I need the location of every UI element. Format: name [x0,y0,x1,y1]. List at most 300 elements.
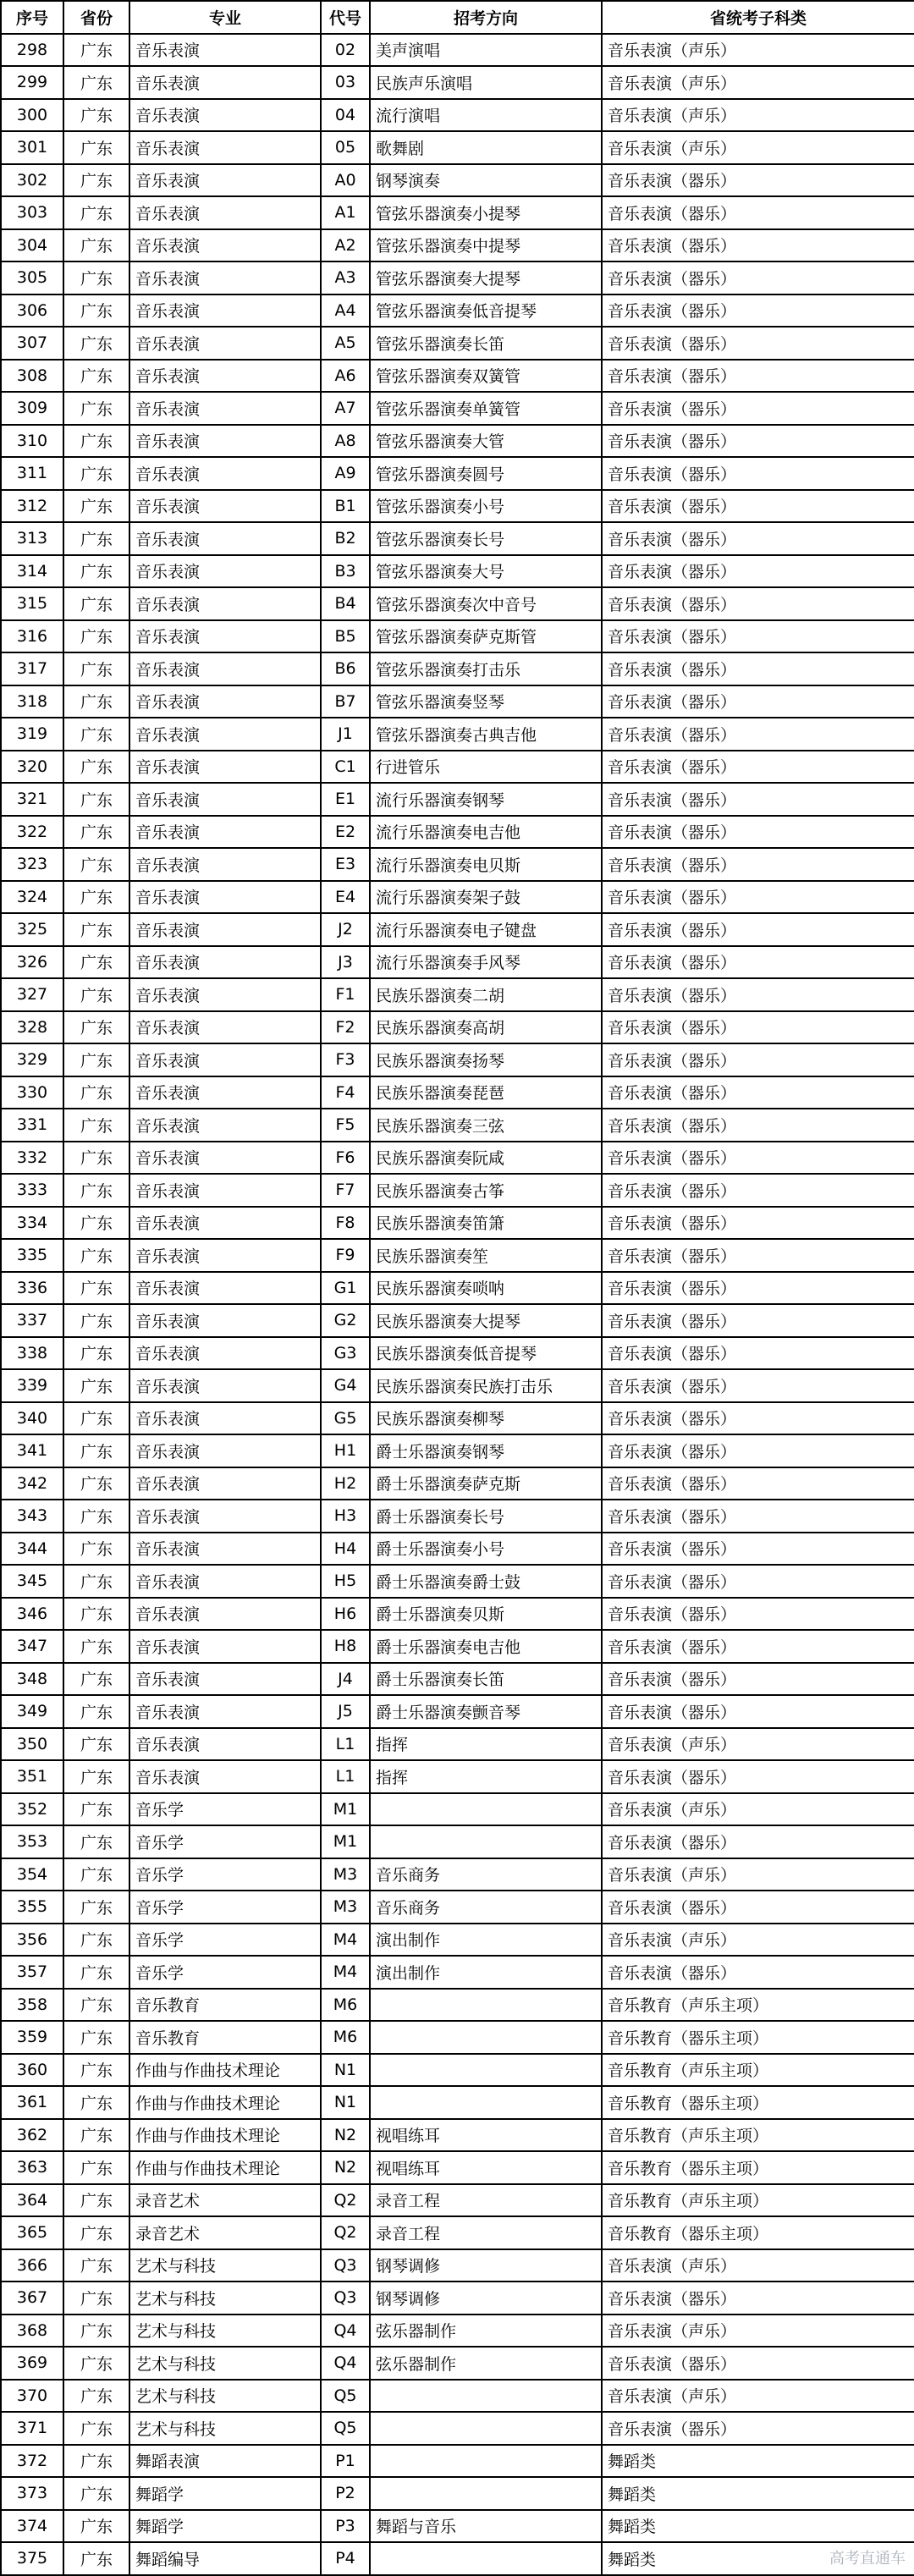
cell-code: B5 [321,620,370,653]
cell-direction: 民族乐器演奏低音提琴 [370,1337,602,1370]
cell-subcategory: 音乐表演（器乐） [602,425,914,458]
cell-seq: 323 [1,848,63,881]
cell-code: M1 [321,1825,370,1858]
cell-province: 广东 [63,360,129,393]
cell-direction: 音乐商务 [370,1858,602,1891]
table-row [1,1142,914,1175]
cell-subcategory: 音乐表演（器乐） [602,685,914,718]
cell-province: 广东 [63,99,129,132]
cell-code: A6 [321,360,370,393]
cell-major: 音乐表演 [129,1630,321,1663]
cell-seq: 339 [1,1369,63,1402]
cell-code: 03 [321,66,370,99]
table-row [1,946,914,979]
cell-subcategory: 音乐表演（器乐） [602,1695,914,1728]
cell-code: 02 [321,34,370,67]
cell-major: 音乐教育 [129,2021,321,2054]
cell-direction: 民族乐器演奏古筝 [370,1174,602,1207]
cell-code: M3 [321,1891,370,1924]
table-row [1,718,914,751]
cell-province: 广东 [63,978,129,1011]
cell-code: H2 [321,1467,370,1500]
cell-subcategory: 音乐表演（器乐） [602,392,914,425]
cell-code: E4 [321,881,370,914]
cell-seq: 374 [1,2510,63,2543]
table-row [1,816,914,849]
table-row [1,1239,914,1272]
cell-major: 音乐表演 [129,164,321,197]
cell-code: P4 [321,2542,370,2575]
cell-direction: 舞蹈与音乐 [370,2510,602,2543]
cell-subcategory: 音乐教育（器乐主项） [602,2151,914,2184]
table-row [1,783,914,816]
cell-major: 作曲与作曲技术理论 [129,2054,321,2087]
cell-major: 音乐表演 [129,360,321,393]
cell-subcategory: 音乐表演（器乐） [602,1076,914,1109]
cell-code: B2 [321,522,370,555]
cell-code: E1 [321,783,370,816]
cell-major: 音乐表演 [129,1174,321,1207]
cell-subcategory: 音乐表演（器乐） [602,1434,914,1467]
cell-code: M3 [321,1858,370,1891]
cell-subcategory: 音乐表演（器乐） [602,913,914,946]
cell-province: 广东 [63,164,129,197]
cell-major: 作曲与作曲技术理论 [129,2119,321,2152]
cell-major: 音乐表演 [129,1142,321,1175]
cell-direction: 民族乐器演奏笛箫 [370,1207,602,1240]
cell-province: 广东 [63,522,129,555]
cell-code: A8 [321,425,370,458]
cell-seq: 335 [1,1239,63,1272]
cell-seq: 322 [1,816,63,849]
cell-direction: 流行乐器演奏钢琴 [370,783,602,816]
cell-province: 广东 [63,425,129,458]
cell-seq: 355 [1,1891,63,1924]
table-row [1,66,914,99]
cell-seq: 348 [1,1663,63,1696]
cell-subcategory: 音乐表演（器乐） [602,1598,914,1631]
cell-major: 音乐学 [129,1858,321,1891]
cell-seq: 363 [1,2151,63,2184]
cell-code: B4 [321,587,370,620]
table-row [1,1304,914,1337]
cell-seq: 313 [1,522,63,555]
cell-direction: 爵士乐器演奏爵士鼓 [370,1565,602,1598]
cell-major: 音乐表演 [129,490,321,523]
cell-seq: 351 [1,1760,63,1793]
cell-province: 广东 [63,2510,129,2543]
cell-subcategory: 音乐表演（声乐） [602,131,914,164]
cell-major: 音乐表演 [129,620,321,653]
cell-seq: 368 [1,2315,63,2348]
table-row [1,99,914,132]
table-row [1,978,914,1011]
cell-province: 广东 [63,1533,129,1566]
cell-code: G2 [321,1304,370,1337]
table-row [1,2021,914,2054]
cell-seq: 354 [1,1858,63,1891]
cell-code: H6 [321,1598,370,1631]
cell-major: 音乐表演 [129,946,321,979]
cell-code: G3 [321,1337,370,1370]
cell-major: 音乐表演 [129,1109,321,1142]
cell-seq: 334 [1,1207,63,1240]
cell-subcategory: 音乐表演（器乐） [602,2282,914,2315]
cell-subcategory: 音乐教育（声乐主项） [602,1989,914,2022]
cell-direction: 流行演唱 [370,99,602,132]
cell-direction: 歌舞剧 [370,131,602,164]
table-row [1,164,914,197]
cell-seq: 372 [1,2445,63,2478]
cell-province: 广东 [63,946,129,979]
table-row [1,1207,914,1240]
cell-direction: 管弦乐器演奏中提琴 [370,229,602,262]
cell-direction: 指挥 [370,1760,602,1793]
cell-major: 舞蹈学 [129,2510,321,2543]
cell-seq: 317 [1,652,63,685]
cell-major: 音乐表演 [129,1434,321,1467]
cell-code: A0 [321,164,370,197]
cell-province: 广东 [63,1402,129,1435]
cell-subcategory: 音乐教育（器乐主项） [602,2086,914,2119]
cell-province: 广东 [63,848,129,881]
cell-seq: 353 [1,1825,63,1858]
table-header-row [1,1,914,34]
cell-direction: 流行乐器演奏电吉他 [370,816,602,849]
cell-code: F7 [321,1174,370,1207]
cell-subcategory: 音乐表演（器乐） [602,1304,914,1337]
cell-seq: 344 [1,1533,63,1566]
table-row [1,2477,914,2510]
cell-subcategory: 音乐表演（器乐） [602,620,914,653]
cell-province: 广东 [63,751,129,784]
cell-code: H4 [321,1533,370,1566]
table-row [1,490,914,523]
table-row [1,229,914,262]
cell-major: 音乐表演 [129,881,321,914]
cell-major: 音乐表演 [129,1239,321,1272]
cell-major: 音乐表演 [129,587,321,620]
cell-direction [370,2412,602,2445]
cell-subcategory: 音乐教育（声乐主项） [602,2054,914,2087]
cell-major: 音乐表演 [129,229,321,262]
cell-subcategory: 音乐表演（器乐） [602,2412,914,2445]
table-row [1,1728,914,1761]
cell-subcategory: 音乐表演（器乐） [602,1467,914,1500]
cell-major: 音乐表演 [129,751,321,784]
cell-province: 广东 [63,457,129,490]
cell-direction: 爵士乐器演奏颤音琴 [370,1695,602,1728]
cell-code: F2 [321,1011,370,1044]
cell-seq: 375 [1,2542,63,2575]
table-row [1,1825,914,1858]
cell-code: M4 [321,1956,370,1989]
cell-subcategory: 音乐表演（声乐） [602,66,914,99]
cell-province: 广东 [63,1337,129,1370]
cell-province: 广东 [63,1304,129,1337]
cell-code: P1 [321,2445,370,2478]
cell-subcategory: 音乐表演（声乐） [602,34,914,67]
cell-province: 广东 [63,1924,129,1957]
cell-province: 广东 [63,1760,129,1793]
cell-province: 广东 [63,1467,129,1500]
cell-direction: 管弦乐器演奏圆号 [370,457,602,490]
cell-subcategory: 音乐表演（器乐） [602,457,914,490]
cell-province: 广东 [63,587,129,620]
cell-subcategory: 音乐表演（器乐） [602,1109,914,1142]
cell-seq: 310 [1,425,63,458]
header-seq: 序号 [1,1,63,34]
table-row [1,2216,914,2249]
cell-subcategory: 音乐表演（器乐） [602,360,914,393]
cell-seq: 301 [1,131,63,164]
cell-province: 广东 [63,1630,129,1663]
cell-province: 广东 [63,1207,129,1240]
table-row [1,327,914,360]
cell-code: N2 [321,2119,370,2152]
cell-seq: 350 [1,1728,63,1761]
cell-subcategory: 音乐表演（器乐） [602,816,914,849]
cell-major: 舞蹈表演 [129,2445,321,2478]
table-row [1,34,914,67]
table-row [1,2542,914,2575]
cell-subcategory: 音乐表演（器乐） [602,946,914,979]
cell-direction: 钢琴演奏 [370,164,602,197]
cell-province: 广东 [63,261,129,294]
cell-major: 音乐表演 [129,1207,321,1240]
table-row [1,1598,914,1631]
cell-direction: 管弦乐器演奏大提琴 [370,261,602,294]
table-row [1,1858,914,1891]
cell-subcategory: 音乐表演（器乐） [602,294,914,328]
cell-province: 广东 [63,1142,129,1175]
cell-code: F6 [321,1142,370,1175]
cell-subcategory: 音乐表演（器乐） [602,2347,914,2380]
cell-code: B6 [321,652,370,685]
cell-seq: 320 [1,751,63,784]
cell-seq: 373 [1,2477,63,2510]
table-row [1,1891,914,1924]
cell-code: J1 [321,718,370,751]
cell-direction: 演出制作 [370,1924,602,1957]
cell-code: B1 [321,490,370,523]
cell-major: 音乐表演 [129,1337,321,1370]
cell-direction: 管弦乐器演奏低音提琴 [370,294,602,328]
cell-province: 广东 [63,555,129,588]
cell-province: 广东 [63,34,129,67]
header-subcategory: 省统考子科类 [602,1,914,34]
cell-province: 广东 [63,1891,129,1924]
table-row [1,522,914,555]
cell-seq: 361 [1,2086,63,2119]
cell-subcategory: 音乐表演（器乐） [602,783,914,816]
cell-code: 05 [321,131,370,164]
cell-major: 音乐表演 [129,1565,321,1598]
cell-seq: 369 [1,2347,63,2380]
cell-direction: 流行乐器演奏电子键盘 [370,913,602,946]
cell-major: 音乐表演 [129,294,321,328]
cell-seq: 319 [1,718,63,751]
cell-province: 广东 [63,1825,129,1858]
cell-subcategory: 音乐表演（器乐） [602,1174,914,1207]
cell-province: 广东 [63,294,129,328]
table-row [1,587,914,620]
cell-code: N2 [321,2151,370,2184]
cell-province: 广东 [63,1076,129,1109]
cell-seq: 304 [1,229,63,262]
cell-province: 广东 [63,327,129,360]
cell-code: A4 [321,294,370,328]
cell-direction: 爵士乐器演奏萨克斯 [370,1467,602,1500]
cell-province: 广东 [63,1043,129,1076]
cell-province: 广东 [63,1989,129,2022]
table-row [1,131,914,164]
cell-major: 音乐表演 [129,196,321,229]
cell-seq: 314 [1,555,63,588]
cell-major: 音乐表演 [129,261,321,294]
table-row [1,1500,914,1533]
cell-subcategory: 音乐表演（器乐） [602,1630,914,1663]
cell-subcategory: 舞蹈类 [602,2542,914,2575]
cell-code: Q4 [321,2347,370,2380]
cell-code: M6 [321,2021,370,2054]
cell-province: 广东 [63,2054,129,2087]
cell-code: Q2 [321,2216,370,2249]
cell-major: 音乐表演 [129,1663,321,1696]
table-row [1,1402,914,1435]
header-province: 省份 [63,1,129,34]
cell-subcategory: 音乐表演（器乐） [602,978,914,1011]
cell-province: 广东 [63,816,129,849]
cell-major: 音乐表演 [129,718,321,751]
cell-direction: 民族乐器演奏琵琶 [370,1076,602,1109]
cell-seq: 356 [1,1924,63,1957]
cell-code: A7 [321,392,370,425]
table-row [1,2119,914,2152]
cell-subcategory: 音乐表演（器乐） [602,196,914,229]
cell-seq: 333 [1,1174,63,1207]
cell-code: H3 [321,1500,370,1533]
cell-direction: 指挥 [370,1728,602,1761]
cell-seq: 366 [1,2249,63,2282]
cell-direction: 钢琴调修 [370,2249,602,2282]
cell-direction: 民族声乐演唱 [370,66,602,99]
cell-seq: 303 [1,196,63,229]
cell-major: 音乐表演 [129,1369,321,1402]
cell-code: G4 [321,1369,370,1402]
cell-major: 音乐表演 [129,392,321,425]
cell-direction: 管弦乐器演奏小号 [370,490,602,523]
cell-seq: 352 [1,1793,63,1826]
cell-major: 录音艺术 [129,2216,321,2249]
table-row [1,2510,914,2543]
cell-subcategory: 音乐表演（声乐） [602,1793,914,1826]
cell-seq: 358 [1,1989,63,2022]
table-row [1,1109,914,1142]
cell-seq: 321 [1,783,63,816]
cell-province: 广东 [63,1663,129,1696]
cell-seq: 343 [1,1500,63,1533]
cell-major: 音乐表演 [129,1500,321,1533]
cell-major: 音乐学 [129,1793,321,1826]
cell-seq: 371 [1,2412,63,2445]
cell-direction [370,2021,602,2054]
cell-seq: 359 [1,2021,63,2054]
cell-seq: 360 [1,2054,63,2087]
cell-seq: 316 [1,620,63,653]
cell-direction: 管弦乐器演奏大管 [370,425,602,458]
cell-direction: 流行乐器演奏电贝斯 [370,848,602,881]
cell-province: 广东 [63,1598,129,1631]
cell-major: 音乐学 [129,1956,321,1989]
cell-province: 广东 [63,2249,129,2282]
cell-major: 艺术与科技 [129,2380,321,2413]
cell-major: 音乐表演 [129,1467,321,1500]
cell-major: 艺术与科技 [129,2315,321,2348]
cell-seq: 300 [1,99,63,132]
cell-province: 广东 [63,2086,129,2119]
cell-direction: 管弦乐器演奏单簧管 [370,392,602,425]
cell-province: 广东 [63,2021,129,2054]
table-row [1,1467,914,1500]
table-row [1,1663,914,1696]
cell-direction: 管弦乐器演奏萨克斯管 [370,620,602,653]
cell-seq: 341 [1,1434,63,1467]
cell-code: A2 [321,229,370,262]
table-row [1,1695,914,1728]
cell-subcategory: 舞蹈类 [602,2510,914,2543]
cell-code: L1 [321,1760,370,1793]
table-row [1,652,914,685]
cell-major: 音乐学 [129,1891,321,1924]
cell-major: 音乐表演 [129,1304,321,1337]
cell-province: 广东 [63,392,129,425]
table-row [1,1369,914,1402]
cell-subcategory: 舞蹈类 [602,2477,914,2510]
cell-major: 音乐表演 [129,457,321,490]
cell-major: 音乐表演 [129,1043,321,1076]
table-row [1,1760,914,1793]
cell-direction [370,1989,602,2022]
cell-direction: 管弦乐器演奏次中音号 [370,587,602,620]
cell-direction: 爵士乐器演奏钢琴 [370,1434,602,1467]
cell-province: 广东 [63,2184,129,2217]
cell-seq: 332 [1,1142,63,1175]
cell-province: 广东 [63,131,129,164]
cell-seq: 318 [1,685,63,718]
cell-major: 艺术与科技 [129,2412,321,2445]
cell-province: 广东 [63,2216,129,2249]
cell-province: 广东 [63,685,129,718]
table-row [1,2249,914,2282]
cell-direction: 录音工程 [370,2216,602,2249]
cell-direction: 弦乐器制作 [370,2347,602,2380]
cell-direction: 民族乐器演奏柳琴 [370,1402,602,1435]
cell-province: 广东 [63,1109,129,1142]
cell-subcategory: 音乐表演（器乐） [602,1663,914,1696]
cell-seq: 325 [1,913,63,946]
cell-seq: 336 [1,1272,63,1305]
cell-direction: 管弦乐器演奏打击乐 [370,652,602,685]
cell-direction [370,2086,602,2119]
cell-major: 音乐学 [129,1924,321,1957]
cell-province: 广东 [63,620,129,653]
cell-major: 音乐表演 [129,522,321,555]
cell-subcategory: 音乐教育（器乐主项） [602,2216,914,2249]
cell-seq: 305 [1,261,63,294]
cell-direction: 管弦乐器演奏双簧管 [370,360,602,393]
cell-code: H1 [321,1434,370,1467]
